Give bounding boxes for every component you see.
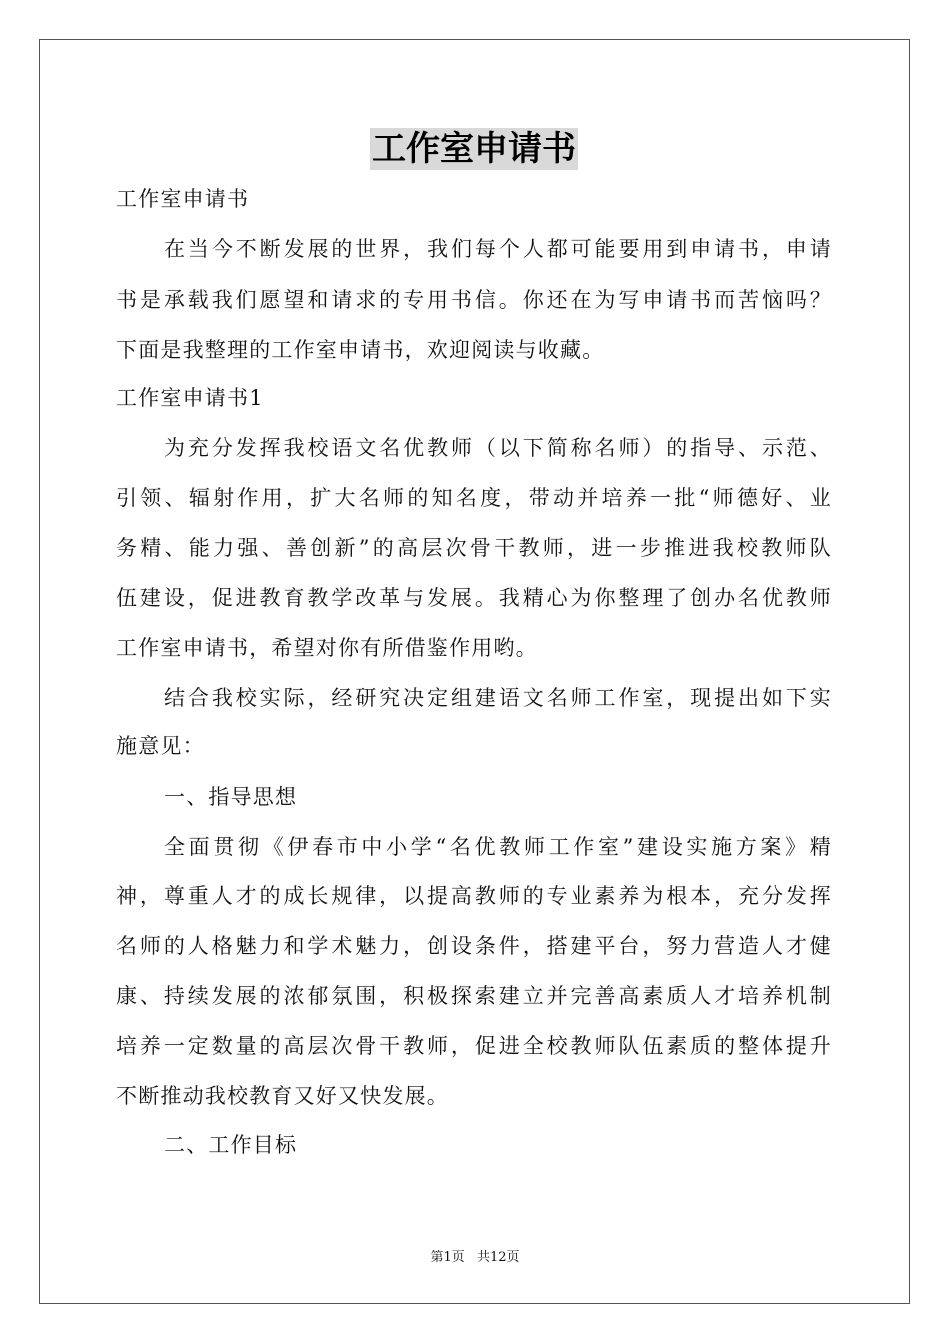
text-line: 引领、辐射作用，扩大名师的知名度，带动并培养一批“师德好、业 xyxy=(116,486,832,510)
title-wrap xyxy=(116,128,832,170)
text-line: 工作室申请书，希望对你有所借鉴作用哟。 xyxy=(116,636,538,660)
text-line: 在当今不断发展的世界，我们每个人都可能要用到申请书，申请 xyxy=(164,237,832,261)
page-border xyxy=(39,39,910,1304)
text-line: 施意见： xyxy=(116,734,205,758)
text-line: 工作室申请书1 xyxy=(116,386,264,410)
text-line: 二、工作目标 xyxy=(164,1133,298,1157)
text-line: 结合我校实际，经研究决定组建语文名师工作室，现提出如下实 xyxy=(164,686,832,710)
text-line: 为充分发挥我校语文名优教师（以下简称名师）的指导、示范、 xyxy=(164,436,832,460)
text-line: 工作室申请书 xyxy=(116,187,250,211)
text-line: 康、持续发展的浓郁氛围，积极探索建立并完善高素质人才培养机制 xyxy=(116,984,832,1008)
text-line: 全面贯彻《伊春市中小学“名优教师工作室”建设实施方案》精 xyxy=(164,835,832,859)
text-line: 一、指导思想 xyxy=(164,785,298,809)
page-footer xyxy=(0,1246,950,1265)
text-line: 下面是我整理的工作室申请书，欢迎阅读与收藏。 xyxy=(116,338,605,362)
text-line: 务精、能力强、善创新”的高层次骨干教师，进一步推进我校教师队 xyxy=(116,536,832,560)
text-line: 培养一定数量的高层次骨干教师，促进全校教师队伍素质的整体提升 xyxy=(116,1034,832,1058)
page-number: 第1页 xyxy=(430,1250,465,1265)
page-total: 共12页 xyxy=(476,1250,520,1265)
text-line: 不断推动我校教育又好又快发展。 xyxy=(116,1084,449,1108)
text-line: 书是承载我们愿望和请求的专用书信。你还在为写申请书而苦恼吗？ xyxy=(116,288,832,312)
text-line: 伍建设，促进教育教学改革与发展。我精心为你整理了创办名优教师 xyxy=(116,586,832,610)
document-title: 工作室申请书 xyxy=(372,129,576,169)
text-line: 名师的人格魅力和学术魅力，创设条件，搭建平台，努力营造人才健 xyxy=(116,934,832,958)
text-line: 神，尊重人才的成长规律，以提高教师的专业素养为根本，充分发挥 xyxy=(116,884,832,908)
